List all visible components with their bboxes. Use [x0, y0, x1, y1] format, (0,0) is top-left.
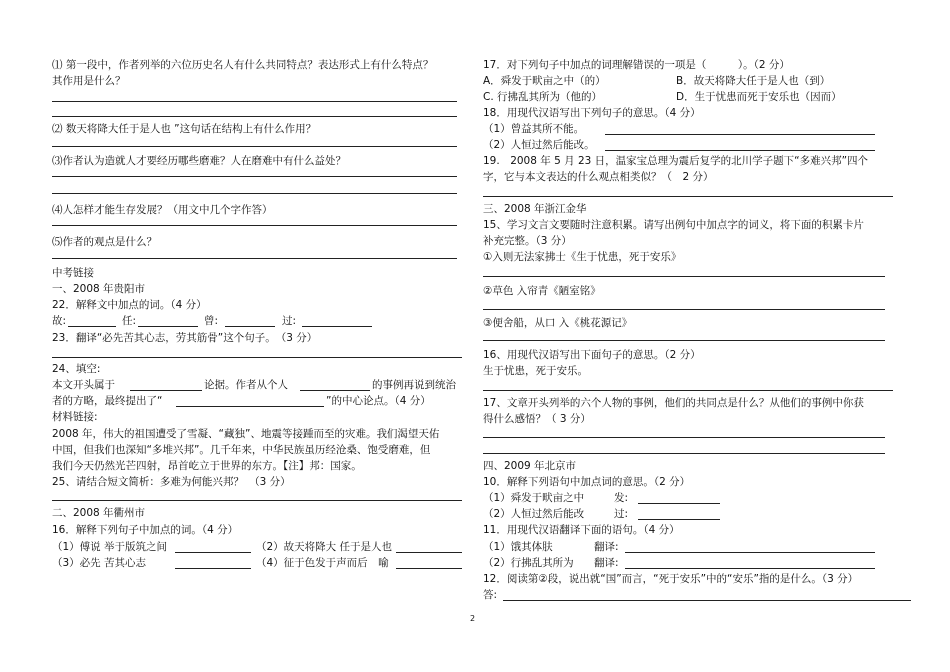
- blank-line: [302, 326, 372, 327]
- q16-item-2: （2）故天将降大 任于是人也: [256, 541, 393, 553]
- material-line: 中国，但我们也深知“多堆兴邦”。几千年来，中华民族虽历经沧桑、饱受磨难，但: [52, 444, 431, 456]
- blank-line: [175, 568, 251, 569]
- blank-line: [138, 326, 198, 327]
- question-4: ⑷人怎样才能生存发展？（用文中几个字作答）: [52, 204, 273, 216]
- q24-text-2: 论据。作者从个人: [204, 379, 288, 391]
- material-line: 2008 年，伟大的祖国遭受了雪凝、“藏独”、地震等接踵而至的灾难。我们渴望天佑: [52, 428, 440, 440]
- question-2: ⑵ 数天将降大任于是人也 ”这句话在结构上有什么作用？: [52, 123, 317, 135]
- q15-item-2: ②草色 入帘青《陋室铭》: [483, 285, 601, 297]
- question-10: 10．解释下列语句中加点词的意思。（2 分）: [483, 476, 691, 488]
- question-12: 12．阅读第②段，说出就“国”而言，“死于安乐”中的“安乐”指的是什么。（3 分）: [483, 573, 859, 585]
- answer-line: [52, 146, 457, 147]
- question-23: 23．翻译“必先苦其心志，劳其筋骨”这个句子。 （3 分）: [52, 332, 318, 344]
- material-heading: 材料链接:: [52, 411, 98, 423]
- blank-line: [225, 326, 275, 327]
- q17-option-c: C. 行拂乱其所为（他的）: [483, 91, 603, 103]
- q24-text-3: 的事例再说到统治: [372, 379, 456, 391]
- q18-item-2: （2）人恒过然后能改。: [483, 139, 595, 151]
- question-18: 18．用现代汉语写出下列句子的意思。（4 分）: [483, 107, 701, 119]
- q17-option-b: B．故天将降大任于是人也（到）: [676, 75, 831, 87]
- blank-line: [175, 552, 251, 553]
- question-17r-line2: 得什么感悟？（ 3 分）: [483, 413, 591, 425]
- question-15-line2: 补充完整。（3 分）: [483, 235, 572, 247]
- blank-line: [130, 390, 202, 391]
- question-22: 22．解释文中加点的词。（4 分）: [52, 299, 207, 311]
- section-heading: 三、2008 年浙江金华: [483, 203, 587, 215]
- blank-line: [638, 519, 720, 520]
- question-24: 24、填空:: [52, 363, 101, 375]
- q11-item-1: （1）饿其体肤: [483, 541, 553, 553]
- answer-line: [52, 116, 457, 117]
- section-heading: 二、2008 年衢州市: [52, 507, 146, 519]
- q22-label-guo: 过:: [282, 315, 297, 327]
- answer-line: [52, 101, 457, 102]
- q15-item-3: ③便舍船，从口 入《桃花源记》: [483, 317, 633, 329]
- question-16r: 16、用现代汉语写出下面句子的意思。（2 分）: [483, 349, 701, 361]
- q11-label-2: 翻译:: [594, 557, 619, 569]
- answer-line: [52, 193, 457, 194]
- section-heading: 一、2008 年贵阳市: [52, 283, 146, 295]
- q10-label-guo: 过:: [614, 508, 629, 520]
- q11-item-2: （2）行拂乱其所为: [483, 557, 574, 569]
- q24-text-4: 者的方略，最终提出了“: [52, 395, 163, 407]
- answer-line: [52, 225, 457, 226]
- answer-line: [625, 568, 875, 569]
- q16-item-1: （1）傅说 举于版筑之间: [52, 541, 168, 553]
- q22-label-gu: 故:: [52, 315, 67, 327]
- question-25: 25、请结合短文简析：多难为何能兴邦？ （3 分）: [52, 476, 291, 488]
- answer-line: [52, 357, 462, 358]
- material-line: 我们今天仍然光芒四射，昂首屹立于世界的东方。【注】邦：国家。: [52, 460, 362, 472]
- question-17r-line1: 17、文章开头列举的六个人物的事例，他们的共同点是什么？从他们的事例中你获: [483, 397, 864, 409]
- answer-line: [52, 500, 462, 501]
- q22-label-ceng: 曾:: [204, 315, 219, 327]
- answer-line: [625, 552, 875, 553]
- q22-label-ren: 任:: [122, 315, 137, 327]
- answer-line: [52, 176, 457, 177]
- q15-item-1: ①入则无法家拂士《生于忧患，死于安乐》: [483, 251, 682, 263]
- question-16: 16．解释下列句子中加点的词。（4 分）: [52, 524, 239, 536]
- question-1-line1: ⑴ 第一段中，作者列举的六位历史名人有什么共同特点？表达形式上有什么特点？: [52, 59, 434, 71]
- answer-line: [483, 340, 885, 341]
- answer-line: [483, 453, 885, 454]
- question-3: ⑶作者认为造就人才要经历哪些磨难？人在磨难中有什么益处？: [52, 155, 346, 167]
- q11-label-1: 翻译:: [594, 541, 619, 553]
- q17-option-a: A．舜发于畎亩之中（的）: [483, 75, 606, 87]
- section-heading: 四、2009 年北京市: [483, 460, 577, 472]
- q16-item-4: （4）征于色发于声而后 喻: [256, 557, 389, 569]
- blank-line: [396, 568, 462, 569]
- question-19-line1: 19. 2008 年 5 月 23 日，温家宝总理为震后复学的北川学子题下“多难兴邦”四个: [483, 155, 869, 167]
- blank-line: [638, 503, 720, 504]
- answer-line: [483, 276, 885, 277]
- q12-answer-label: 答:: [483, 589, 498, 601]
- q16-item-3: （3）必先 苦其心志: [52, 557, 147, 569]
- question-11: 11．用现代汉语翻译下面的语句。（4 分）: [483, 524, 680, 536]
- question-1-line2: 其作用是什么？: [52, 75, 126, 87]
- answer-line: [605, 150, 875, 151]
- q10-item-2: （2）人恒过然后能改: [483, 508, 585, 520]
- question-19-line2: 字，它与本文表达的什么观点相类似？（ 2 分）: [483, 171, 714, 183]
- question-15-line1: 15、学习文言文要随时注意积累。请写出例句中加点字的词义，将下面的积累卡片: [483, 219, 864, 231]
- q10-item-1: （1）舜发于畎亩之中: [483, 492, 585, 504]
- answer-line: [503, 600, 911, 601]
- q17-option-d: D．生于忧患而死于安乐也（因而）: [676, 91, 842, 103]
- question-5: ⑸作者的观点是什么？: [52, 236, 157, 248]
- answer-line: [483, 196, 893, 197]
- q18-item-1: （1）曾益其所不能。: [483, 123, 585, 135]
- answer-line: [605, 134, 875, 135]
- q24-text-1: 本文开头属于: [52, 379, 115, 391]
- section-heading: 中考链接: [52, 267, 94, 279]
- answer-line: [483, 390, 893, 391]
- blank-line: [176, 406, 324, 407]
- answer-line: [483, 309, 885, 310]
- q16r-sentence: 生于忧患，死于安乐。: [483, 365, 588, 377]
- blank-line: [396, 552, 462, 553]
- page-number: 2: [470, 614, 476, 623]
- q24-text-5: ”的中心论点。（4 分）: [326, 395, 431, 407]
- question-17: 17．对下列句子中加点的词理解错误的一项是（ ）。（2 分）: [483, 59, 790, 71]
- q10-label-fa: 发:: [614, 492, 629, 504]
- answer-line: [52, 258, 457, 259]
- answer-line: [483, 437, 885, 438]
- blank-line: [300, 390, 370, 391]
- blank-line: [68, 326, 116, 327]
